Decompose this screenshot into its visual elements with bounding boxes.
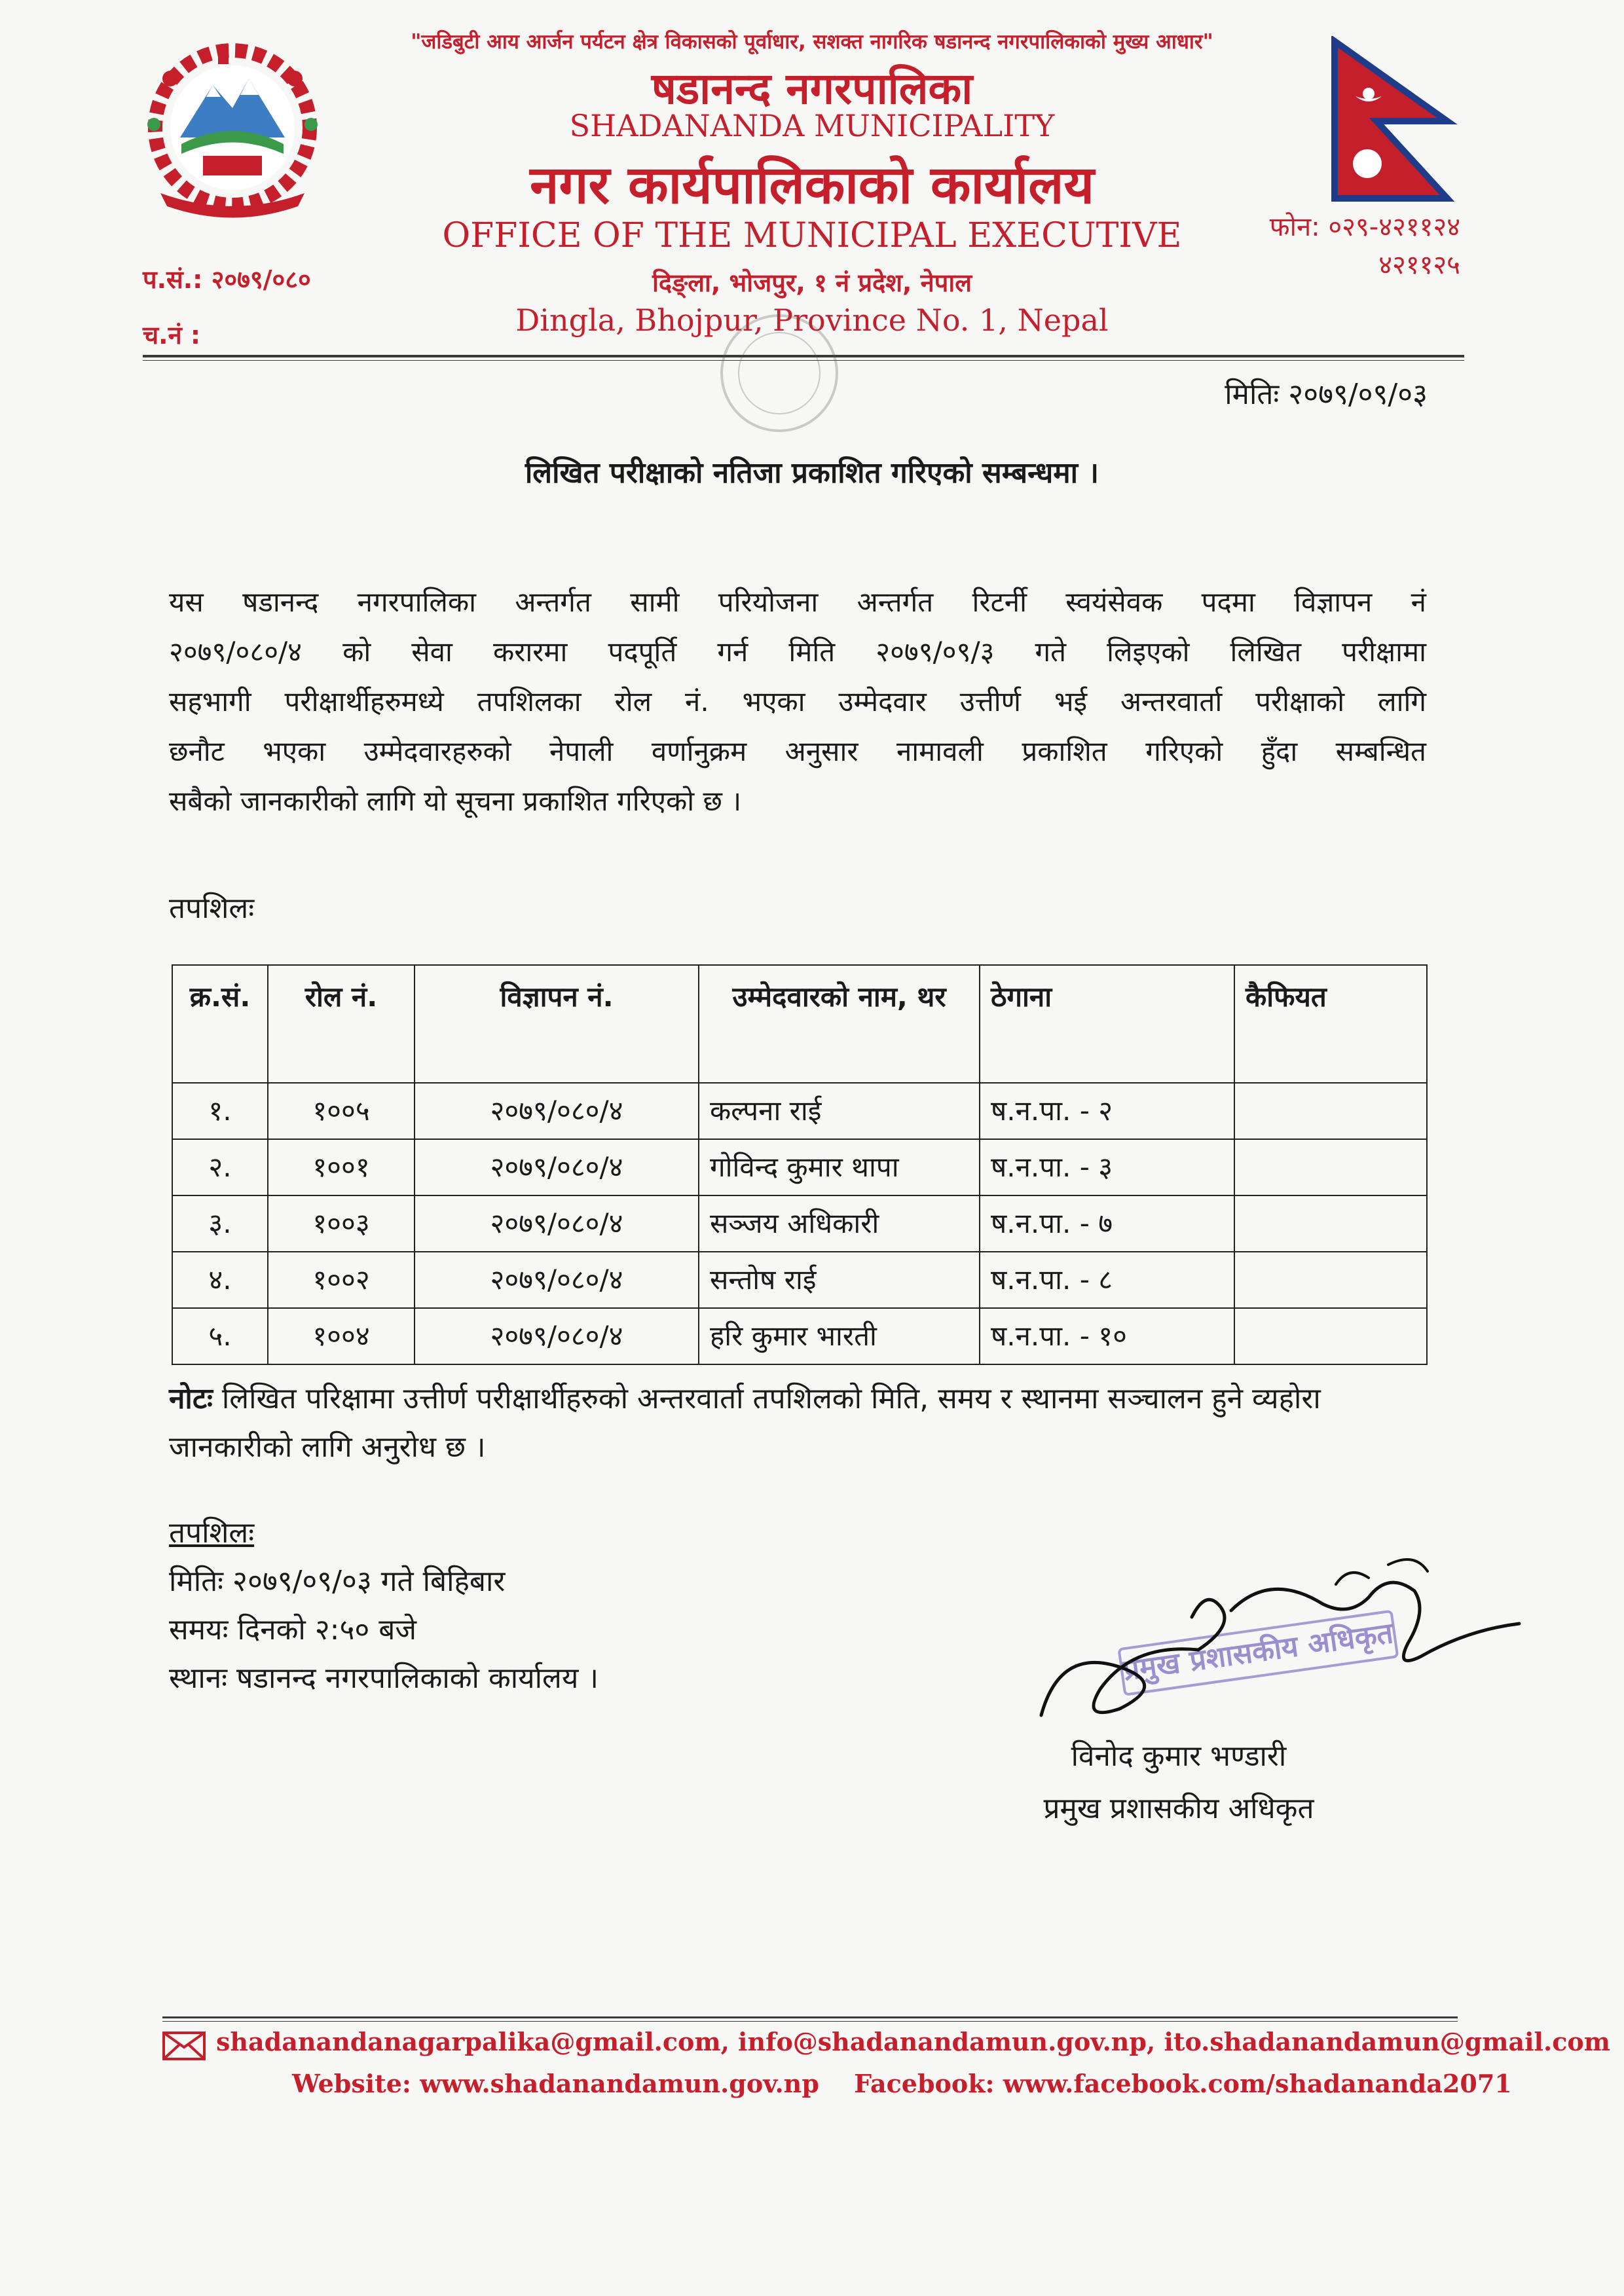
cell-address: ष.न.पा. - १० [980, 1308, 1234, 1364]
table-row [172, 1252, 1427, 1308]
footer-divider [162, 2016, 1458, 2018]
office-seal-icon [694, 308, 864, 439]
col-header-sn: क्र.सं. [172, 965, 268, 1083]
schedule-heading: तपशिलः [169, 1516, 255, 1550]
cell-remarks [1234, 1252, 1427, 1308]
cell-advert: २०७९/०८०/४ [415, 1195, 699, 1252]
schedule-place: स्थानः षडानन्द नगरपालिकाको कार्यालय । [169, 1662, 599, 1695]
address-en: Dingla, Bhojpur, Province No. 1, Nepal [515, 302, 1109, 338]
col-header-address: ठेगाना [980, 965, 1234, 1083]
cell-roll: १००५ [268, 1083, 415, 1139]
cell-remarks [1234, 1308, 1427, 1364]
office-name-np: नगर कार्यपालिकाको कार्यालय [530, 155, 1094, 215]
address-np: दिङ्ला, भोजपुर, १ नं प्रदेश, नेपाल [652, 268, 972, 297]
signatory-name: विनोद कुमार भण्डारी [1071, 1740, 1287, 1773]
cell-sn: १. [172, 1083, 268, 1139]
col-header-roll: रोल नं. [268, 965, 415, 1083]
cell-advert: २०७९/०८०/४ [415, 1139, 699, 1195]
table-row [172, 1195, 1427, 1252]
interview-schedule [169, 1509, 599, 1703]
cell-remarks [1234, 1195, 1427, 1252]
cell-remarks [1234, 1083, 1427, 1139]
cell-roll: १००२ [268, 1252, 415, 1308]
cell-advert: २०७९/०८०/४ [415, 1083, 699, 1139]
cell-roll: १००४ [268, 1308, 415, 1364]
table-row [172, 1308, 1427, 1364]
cell-sn: ४. [172, 1252, 268, 1308]
municipality-name-np: षडानन्द नगरपालिका [651, 64, 973, 114]
cell-sn: २. [172, 1139, 268, 1195]
cell-remarks [1234, 1139, 1427, 1195]
stamp-text: प्रमुख प्रशासकीय अधिकृत [1120, 1616, 1395, 1688]
cell-address: ष.न.पा. - ८ [980, 1252, 1234, 1308]
cell-name: सञ्जय अधिकारी [699, 1195, 980, 1252]
phone-line-2: ४२११२५ [1378, 250, 1460, 280]
cell-address: ष.न.पा. - २ [980, 1083, 1234, 1139]
phone-numbers [1211, 208, 1460, 284]
cell-advert: २०७९/०८०/४ [415, 1252, 699, 1308]
cell-name: हरि कुमार भारती [699, 1308, 980, 1364]
paragraph-line: सहभागी परीक्षार्थीहरुमध्ये तपशिलका रोल नं. भएका उम्मेदवार उत्तीर्ण भई अन्तरवार्ता परीक्षाको लागि [169, 685, 1426, 718]
footer-emails[interactable]: shadanandanagarpalika@gmail.com, info@shadanandamun.gov.np, ito.shadanandamun@gmail.com [216, 2027, 1610, 2056]
reference-number: प.सं.: २०७९/०८० [143, 265, 311, 294]
schedule-date: मितिः २०७९/०९/०३ गते बिहिबार [169, 1565, 506, 1598]
table-row [172, 1083, 1427, 1139]
body-paragraph [169, 577, 1426, 826]
nepal-flag-icon [1329, 36, 1460, 203]
municipality-name-en: SHADANANDA MUNICIPALITY [569, 108, 1055, 143]
cell-address: ष.न.पा. - ७ [980, 1195, 1234, 1252]
cell-roll: १००३ [268, 1195, 415, 1252]
mail-icon [162, 2032, 206, 2060]
cell-name: कल्पना राई [699, 1083, 980, 1139]
office-name-en: OFFICE OF THE MUNICIPAL EXECUTIVE [442, 216, 1182, 255]
signatory-title: प्रमुख प्रशासकीय अधिकृत [1043, 1792, 1314, 1825]
paragraph-line: छनौट भएका उम्मेदवारहरुको नेपाली वर्णानुक्रम अनुसार नामावली प्रकाशित गरिएको हुँदा सम्बन्धित [169, 735, 1426, 767]
footer-web-links [292, 2069, 1512, 2098]
col-header-advert: विज्ञापन नं. [415, 965, 699, 1083]
cell-address: ष.न.पा. - ३ [980, 1139, 1234, 1195]
footer-divider-thin [162, 2021, 1458, 2022]
cell-name: सन्तोष राई [699, 1252, 980, 1308]
col-header-remarks: कैफियत [1234, 965, 1427, 1083]
note-label: नोटः [169, 1382, 213, 1415]
dispatch-number: च.नं : [143, 321, 201, 350]
note-block [169, 1375, 1426, 1472]
paragraph-line: यस षडानन्द नगरपालिका अन्तर्गत सामी परियोजना अन्तर्गत रिटर्नी स्वयंसेवक पदमा विज्ञापन नं [169, 586, 1426, 618]
schedule-time: समयः दिनको २:५० बजे [169, 1613, 417, 1647]
table-header-row [172, 965, 1427, 1083]
cell-roll: १००१ [268, 1139, 415, 1195]
phone-line-1: फोन: ०२९-४२११२४ [1269, 212, 1460, 242]
facebook-link[interactable]: Facebook: www.facebook.com/shadananda2071 [854, 2069, 1512, 2098]
signature-stamp [1022, 1545, 1532, 1728]
letterhead-slogan: "जडिबुटी आय आर्जन पर्यटन क्षेत्र विकासको पूर्वाधार, सशक्त नागरिक षडानन्द नगरपालिकाको मुख्य आधार" [411, 30, 1213, 54]
list-heading: तपशिलः [169, 892, 255, 925]
letter-subject: लिखित परीक्षाको नतिजा प्रकाशित गरिएको सम्बन्धमा । [525, 456, 1099, 490]
col-header-name: उम्मेदवारको नाम, थर [699, 965, 980, 1083]
website-link[interactable]: Website: www.shadanandamun.gov.np [292, 2069, 819, 2098]
cell-sn: ३. [172, 1195, 268, 1252]
cell-advert: २०७९/०८०/४ [415, 1308, 699, 1364]
note-text: लिखित परिक्षामा उत्तीर्ण परीक्षार्थीहरुको अन्तरवार्ता तपशिलको मिति, समय र स्थानमा सञ्चालन हुने व्यहोरा जानकारीको लागि अनुरोध छ । [169, 1382, 1321, 1464]
cell-sn: ५. [172, 1308, 268, 1364]
results-table [172, 964, 1428, 1365]
letter-date: मितिः २०७९/०९/०३ [1225, 378, 1428, 411]
paragraph-line: सबैको जानकारीको लागि यो सूचना प्रकाशित गरिएको छ । [169, 785, 742, 817]
paragraph-line: २०७९/०८०/४ को सेवा करारमा पदपूर्ति गर्न मिति २०७९/०९/३ गते लिइएको लिखित परीक्षामा [169, 636, 1426, 668]
table-row [172, 1139, 1427, 1195]
cell-name: गोविन्द कुमार थापा [699, 1139, 980, 1195]
